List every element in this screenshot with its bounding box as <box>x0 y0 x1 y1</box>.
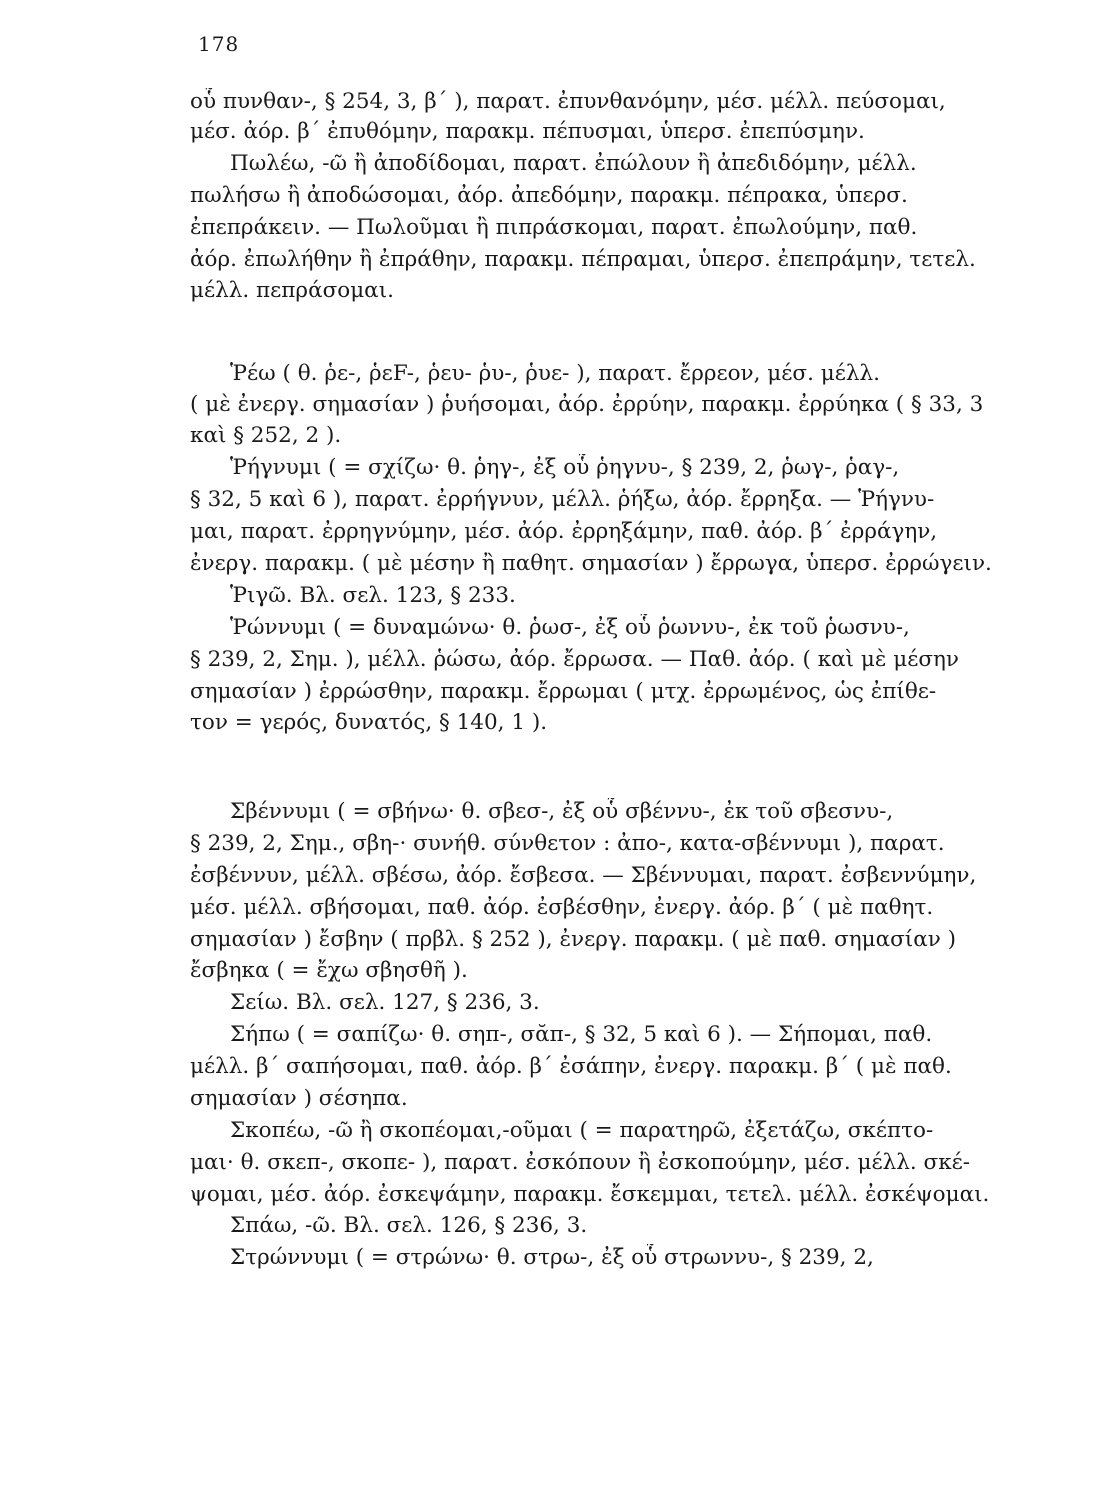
text-line: μαι· θ. σκεπ-, σκοπε- ), παρατ. ἐσκόπουν ἢ ἐσκοπούμην, μέσ. μέλλ. σκέ- <box>190 1150 971 1175</box>
entry-sepo: Σήπω ( = σαπίζω· θ. σηπ-, σᾰπ-, § 32, 5 καὶ 6 ). — Σήπομαι, παθ. <box>230 1022 933 1047</box>
text-line: τον = γερός, δυνατός, § 140, 1 ). <box>190 710 548 735</box>
page-number: 178 <box>198 32 240 56</box>
text-line: μέλλ. β΄ σαπήσομαι, παθ. ἀόρ. β΄ ἐσάπην, ἐνεργ. παρακμ. β΄ ( μὲ παθ. <box>190 1054 952 1079</box>
entry-rhegnymi: Ῥήγνυμι ( = σχίζω· θ. ῥηγ-, ἐξ οὗ ῥηγνυ-, § 239, 2, ῥωγ-, ῥαγ-, <box>230 455 900 480</box>
entry-stronnymi: Στρώννυμι ( = στρώνω· θ. στρω-, ἐξ οὗ στρωννυ-, § 239, 2, <box>230 1245 874 1270</box>
text-line: πωλήσω ἢ ἀποδώσομαι, ἀόρ. ἀπεδόμην, παρακμ. πέπρακα, ὑπερσ. <box>190 183 908 208</box>
text-line: σημασίαν ) ἔσβην ( πρβλ. § 252 ), ἐνεργ. παρακμ. ( μὲ παθ. σημασίαν ) <box>190 927 957 952</box>
text-line: σημασίαν ) σέσηπα. <box>190 1086 408 1111</box>
text-line: Πωλέω, -ῶ ἢ ἀποδίδομαι, παρατ. ἐπώλουν ἢ ἀπεδιδόμην, μέλλ. <box>230 151 917 176</box>
entry-seio: Σείω. Βλ. σελ. 127, § 236, 3. <box>230 990 540 1015</box>
text-line: ἀόρ. ἐπωλήθην ἢ ἐπράθην, παρακμ. πέπραμαι, ὑπερσ. ἐπεπράμην, τετελ. <box>190 247 976 272</box>
text-line: § 239, 2, Σημ. ), μέλλ. ῥώσω, ἀόρ. ἔρρωσα. — Παθ. ἀόρ. ( καὶ μὲ μέσην <box>190 647 959 672</box>
entry-rhonnymi: Ῥώννυμι ( = δυναμώνω· θ. ῥωσ-, ἐξ οὗ ῥωννυ-, ἐκ τοῦ ῥωσνυ-, <box>230 615 910 640</box>
text-line: οὗ πυνθαν-, § 254, 3, β΄ ), παρατ. ἐπυνθανόμην, μέσ. μέλλ. πεύσομαι, <box>190 89 946 114</box>
text-line: μέλλ. πεπράσομαι. <box>190 278 394 303</box>
entry-sbennymi: Σβέννυμι ( = σβήνω· θ. σβεσ-, ἐξ οὗ σβέννυ-, ἐκ τοῦ σβεσνυ-, <box>230 799 894 824</box>
entry-spao: Σπάω, -ῶ. Βλ. σελ. 126, § 236, 3. <box>230 1213 588 1238</box>
text-line: ( μὲ ἐνεργ. σημασίαν ) ῥυήσομαι, ἀόρ. ἐρρύην, παρακμ. ἐρρύηκα ( § 33, 3 <box>190 392 984 417</box>
text-line: σημασίαν ) ἐρρώσθην, παρακμ. ἔρρωμαι ( μτχ. ἐρρωμένος, ὡς ἐπίθε- <box>190 679 937 704</box>
text-line: ἐνεργ. παρακμ. ( μὲ μέσην ἢ παθητ. σημασίαν ) ἔρρωγα, ὑπερσ. ἐρρώγειν. <box>190 551 992 576</box>
entry-rheo: Ῥέω ( θ. ῥε-, ῥεF-, ῥευ- ῥυ-, ῥυε- ), παρατ. ἔρρεον, μέσ. μέλλ. <box>230 361 880 386</box>
text-line: § 32, 5 καὶ 6 ), παρατ. ἐρρήγνυν, μέλλ. ῥήξω, ἀόρ. ἔρρηξα. — Ῥήγνυ- <box>190 487 935 512</box>
text-line: ἐσβέννυν, μέλλ. σβέσω, ἀόρ. ἔσβεσα. — Σβέννυμαι, παρατ. ἐσβεννύμην, <box>190 863 977 888</box>
entry-skopeo: Σκοπέω, -ῶ ἢ σκοπέομαι,-οῦμαι ( = παρατηρῶ, ἐξετάζω, σκέπτο- <box>230 1118 934 1143</box>
text-line: καὶ § 252, 2 ). <box>190 423 342 448</box>
text-line: μέσ. μέλλ. σβήσομαι, παθ. ἀόρ. ἐσβέσθην, ἐνεργ. ἀόρ. β΄ ( μὲ παθητ. <box>190 895 934 920</box>
text-line: μέσ. ἀόρ. β΄ ἐπυθόμην, παρακμ. πέπυσμαι, ὑπερσ. ἐπεπύσμην. <box>190 119 865 144</box>
text-line: ψομαι, μέσ. ἀόρ. ἐσκεψάμην, παρακμ. ἔσκεμμαι, τετελ. μέλλ. ἐσκέψομαι. <box>190 1182 990 1207</box>
text-line: μαι, παρατ. ἐρρηγνύμην, μέσ. ἀόρ. ἐρρηξάμην, παθ. ἀόρ. β΄ ἐρράγην, <box>190 519 938 544</box>
text-line: ἐπεπράκειν. — Πωλοῦμαι ἢ πιπράσκομαι, παρατ. ἐπωλούμην, παθ. <box>190 215 918 240</box>
entry-rhigo: Ῥιγῶ. Βλ. σελ. 123, § 233. <box>230 583 516 608</box>
text-line: § 239, 2, Σημ., σβη-· συνήθ. σύνθετον : ἀπο-, κατα-σβέννυμι ), παρατ. <box>190 831 945 856</box>
text-line: ἔσβηκα ( = ἔχω σβησθῆ ). <box>190 958 468 983</box>
